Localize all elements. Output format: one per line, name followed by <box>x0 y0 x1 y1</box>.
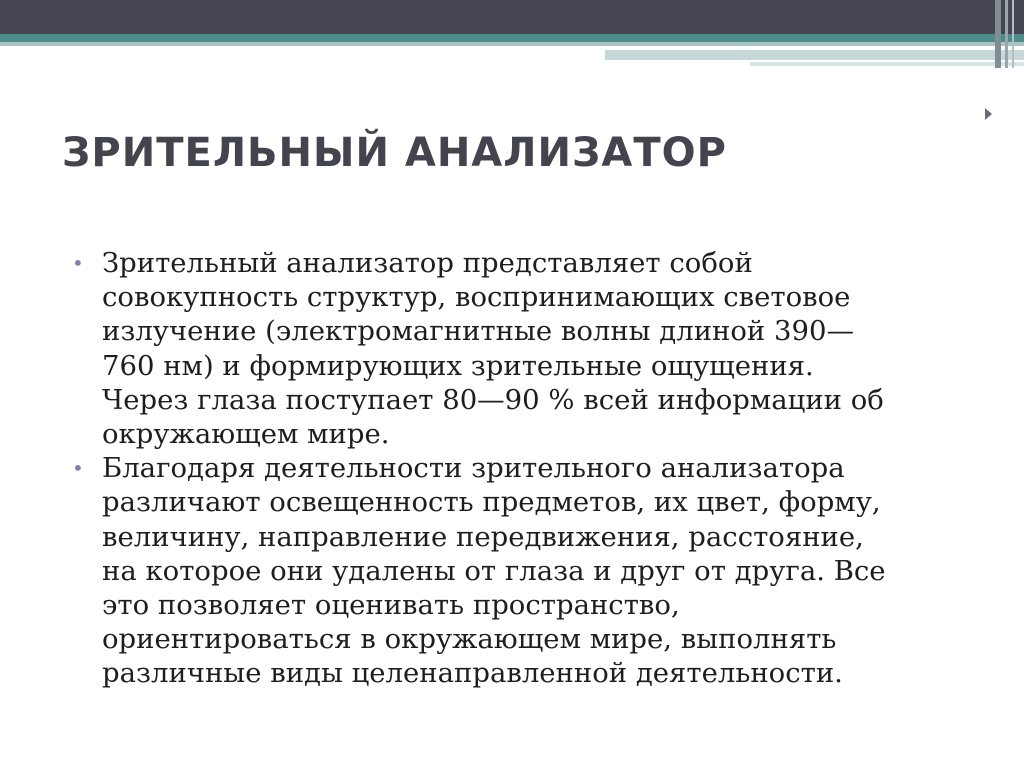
bullet-text-line: различные виды целенаправленной деятельности. <box>102 657 843 690</box>
bullet-text-line: на которое они удалены от глаза и друг от друга. Все <box>102 554 886 587</box>
bullet-list <box>72 246 972 691</box>
bullet-text-line: 760 нм) и формирующих зрительные ощущения. <box>102 349 814 382</box>
bullet-item <box>72 246 972 451</box>
slide-title: ЗРИТЕЛЬНЫЙ АНАЛИЗАТОР <box>62 130 727 176</box>
bullet-text-line: ориентироваться в окружающем мире, выполнять <box>102 623 837 656</box>
bullet-text-line: это позволяет оценивать пространство, <box>102 589 680 622</box>
triangle-marker-icon <box>985 108 992 120</box>
bullet-text-line: Благодаря деятельности зрительного анализатора <box>102 452 845 485</box>
header-accent-bar <box>995 0 1001 68</box>
bullet-text-line: совокупность структур, воспринимающих световое <box>102 281 851 314</box>
bullet-text-line: излучение (электромагнитные волны длиной 390— <box>102 315 854 348</box>
header-accent-stripe-thin <box>750 62 1024 66</box>
bullet-text-line: различают освещенность предметов, их цвет, форму, <box>102 486 881 519</box>
bullet-text-line: величину, направление передвижения, расстояние, <box>102 520 864 553</box>
header-band-teal-light <box>0 42 1024 46</box>
bullet-item <box>72 451 972 690</box>
bullet-dot-icon: • <box>72 456 84 481</box>
header-accent-stripe <box>605 50 1024 60</box>
header-band-dark <box>0 0 1024 34</box>
bullet-text-line: Зрительный анализатор представляет собой <box>102 247 753 279</box>
header-accent-bar <box>1005 0 1008 68</box>
bullet-dot-icon: • <box>72 251 84 275</box>
header-band-teal <box>0 34 1024 42</box>
bullet-text-line: Через глаза поступает 80—90 % всей информации об <box>102 383 884 416</box>
bullet-text-line: окружающем мире. <box>102 418 390 451</box>
header-accent-bar <box>1012 0 1014 68</box>
